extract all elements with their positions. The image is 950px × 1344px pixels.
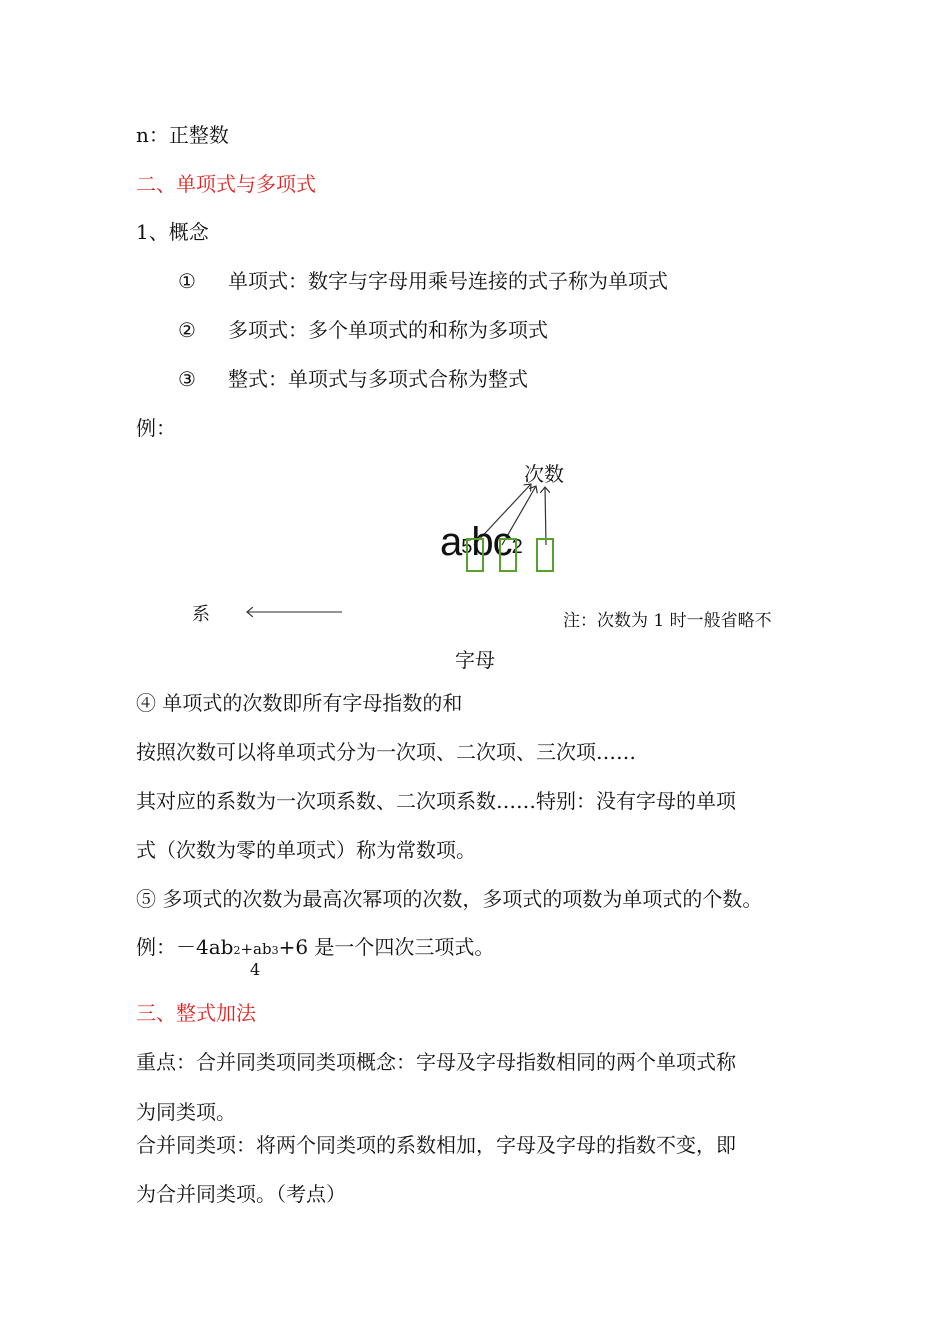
constant-term-text: 式（次数为零的单项式）称为常数项。	[136, 838, 476, 862]
example-label: 例：	[136, 416, 176, 440]
letters-label: 字母	[455, 648, 495, 672]
example-exp-2: 3	[271, 944, 279, 957]
expr-exp-1: 5	[461, 536, 472, 558]
item-text: 多项式：多个单项式的和称为多项式	[228, 318, 548, 342]
concept-heading: 1、概念	[136, 220, 209, 244]
exponent-box-a	[466, 538, 484, 572]
section-heading-3: 三、整式加法	[136, 1001, 256, 1025]
item-number: ①	[178, 269, 196, 293]
item-text: 整式：单项式与多项式合称为整式	[228, 367, 528, 391]
coefficient-label: 系	[192, 604, 210, 625]
combine-like-terms-cont: 为合并同类项。（考点）	[136, 1182, 346, 1206]
like-terms-definition: 重点：合并同类项同类项概念：字母及字母指数相同的两个单项式称	[136, 1050, 736, 1074]
coefficient-label-clip	[192, 598, 222, 625]
example-prefix: 例：－4ab	[136, 935, 234, 959]
point-4: ④ 单项式的次数即所有字母指数的和	[136, 691, 463, 715]
example-suffix: +6 是一个四次三项式。	[278, 935, 495, 959]
exponent-box-b	[499, 538, 517, 572]
expr-exp-2: 2	[511, 536, 522, 558]
item-text: 单项式：数字与字母用乘号连接的式子称为单项式	[228, 269, 668, 293]
like-terms-definition-cont: 为同类项。	[136, 1100, 236, 1124]
degree-label: 次数	[524, 462, 564, 486]
arrow-exp-c	[545, 487, 546, 545]
degree-classification: 按照次数可以将单项式分为一次项、二次项、三次项……	[136, 740, 636, 764]
point-5: ⑤ 多项式的次数为最高次幂项的次数，多项式的项数为单项式的个数。	[136, 887, 763, 911]
section-heading-2: 二、单项式与多项式	[136, 172, 316, 196]
expr-a: a	[440, 520, 462, 564]
coefficient-text: 其对应的系数为一次项系数、二次项系数……特别：没有字母的单项	[136, 789, 736, 813]
item-number: ③	[178, 367, 196, 391]
example-mid: +ab	[240, 940, 272, 958]
combine-like-terms: 合并同类项：将两个同类项的系数相加，字母及字母的指数不变，即	[136, 1133, 736, 1157]
example-denominator: 4	[250, 960, 261, 979]
note-clip	[563, 604, 803, 631]
item-number: ②	[178, 318, 196, 342]
exponent-box-c	[536, 538, 554, 572]
polynomial-example	[136, 935, 494, 959]
example-exp-1: 2	[233, 944, 241, 957]
expr-bc: bc	[471, 520, 512, 564]
degree-note: 注：次数为 1 时一般省略不	[563, 611, 772, 631]
n-definition: n：正整数	[136, 123, 229, 147]
